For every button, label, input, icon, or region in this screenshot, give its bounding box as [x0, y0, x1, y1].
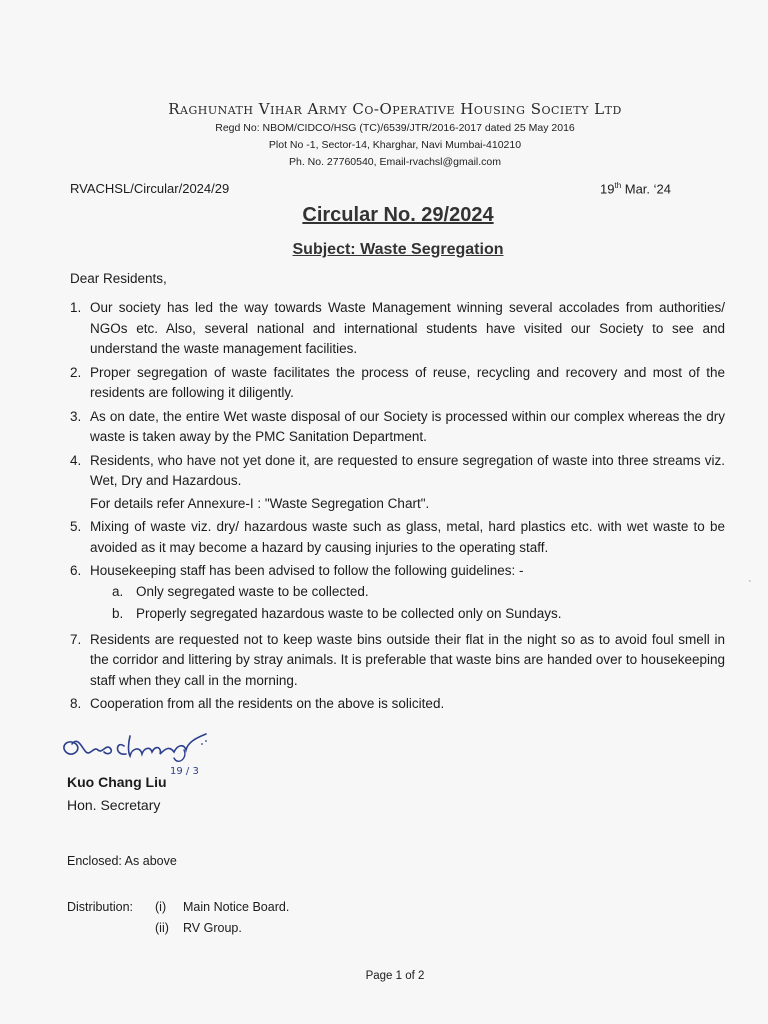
point-text: Proper segregation of waste facilitates the process of reuse, recycling and recovery and most of the residents are following it diligently. — [90, 364, 725, 400]
point-number: 3. — [70, 408, 82, 424]
point-text: Our society has led the way towards Waste Management winning several accolades from authorities/ NGOs etc. Also, several national and international students have visited our Society to see and understand the waste management facilities. — [90, 300, 725, 356]
point-number: 2. — [70, 364, 82, 380]
signatory-title: Hon. Secretary — [67, 797, 161, 813]
point-item — [70, 451, 725, 515]
reference-number: RVACHSL/Circular/2024/29 — [70, 181, 230, 196]
point-number: 6. — [70, 563, 82, 578]
enclosed-note: Enclosed: As above — [67, 854, 177, 868]
point-text: Residents, who have not yet done it, are requested to ensure segregation of waste into three streams viz. Wet, Dry and Hazardous. — [90, 452, 725, 488]
distribution-text: Main Notice Board. — [183, 900, 290, 914]
date-day: 19 — [600, 181, 615, 197]
point-number: 7. — [70, 631, 82, 647]
page-number: Page 1 of 2 — [365, 970, 425, 982]
point-item — [70, 363, 725, 404]
point-text: Cooperation from all the residents on the above is solicited. — [90, 696, 445, 711]
address-line: Plot No -1, Sector-14, Kharghar, Navi Mumbai-410210 — [268, 139, 522, 151]
registration-line: Regd No: NBOM/CIDCO/HSG (TC)/6539/JTR/2016-2017 dated 25 May 2016 — [215, 122, 575, 134]
date-rest: Mar. ‘24 — [621, 181, 671, 197]
point-item — [70, 298, 725, 360]
signatory-name: Kuo Chang Liu — [67, 774, 167, 790]
point-number: 1. — [70, 300, 82, 315]
distribution-number: (ii) — [155, 921, 169, 935]
point-item — [70, 407, 725, 448]
circular-date — [600, 181, 671, 196]
point-text: Residents are requested not to keep waste bins outside their flat in the night so as to avoid foul smell in the corridor and littering by stray animals. It is preferable that waste bins are handed over to housekeeping staff when they call in the morning. — [90, 631, 725, 688]
salutation: Dear Residents, — [70, 271, 167, 286]
point-item — [70, 630, 725, 692]
distribution-label: Distribution: — [67, 900, 133, 914]
margin-mark: · — [748, 575, 752, 587]
sub-point-text: Properly segregated hazardous waste to be collected only on Sundays. — [136, 606, 562, 621]
sub-point-number: b. — [112, 606, 124, 621]
annexure-note: For details refer Annexure-I : "Waste Segregation Chart". — [90, 495, 430, 511]
point-text: Mixing of waste viz. dry/ hazardous waste such as glass, metal, hard plastics etc. with wet waste to be avoided as it may become a hazard by causing injuries to the operating staff. — [90, 519, 725, 555]
points-list — [70, 298, 725, 718]
contact-line: Ph. No. 27760540, Email-rvachsl@gmail.com — [289, 156, 501, 168]
point-item — [70, 694, 725, 715]
handwritten-date: 19 / 3 — [170, 766, 199, 777]
sub-point-text: Only segregated waste to be collected. — [136, 583, 369, 599]
point-number: 5. — [70, 519, 82, 534]
handwritten-signature — [58, 722, 218, 780]
date-suffix: th — [614, 181, 622, 190]
point-number: 8. — [70, 696, 82, 711]
distribution-item — [155, 921, 242, 935]
circular-subject: Subject: Waste Segregation — [292, 241, 504, 258]
distribution-number: (i) — [155, 900, 167, 914]
distribution-item — [155, 900, 289, 914]
point-item — [70, 517, 725, 558]
circular-title: Circular No. 29/2024 — [302, 204, 494, 226]
point-text: As on date, the entire Wet waste disposal of our Society is processed within our complex whereas the dry waste is taken away by the PMC Sanitation Department. — [90, 408, 725, 444]
distribution-text: RV Group. — [183, 921, 242, 935]
point-text: Housekeeping staff has been advised to follow the following guidelines: - — [90, 563, 524, 578]
point-item — [70, 561, 725, 627]
sub-point — [112, 582, 725, 603]
sub-point — [112, 604, 725, 625]
sub-point-number: a. — [112, 583, 124, 599]
society-name: Raghunath Vihar Army Co-Operative Housing Society Ltd — [168, 100, 622, 118]
point-number: 4. — [70, 452, 82, 468]
